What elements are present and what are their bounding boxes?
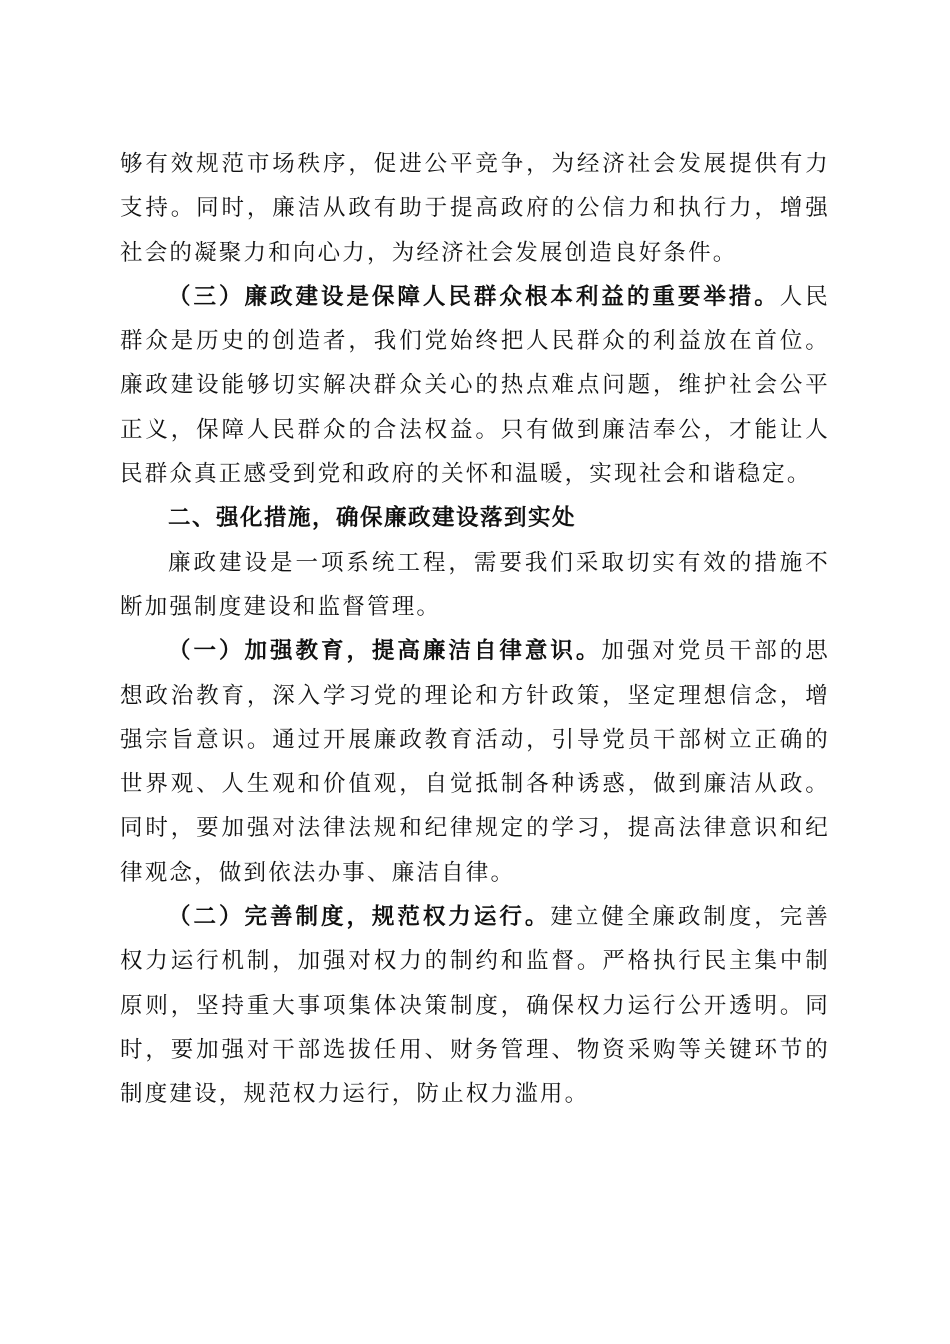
paragraph-section-intro: 廉政建设是一项系统工程，需要我们采取切实有效的措施不断加强制度建设和监督管理。 <box>120 549 830 620</box>
paragraph-body-three: 人民群众是历史的创造者，我们党始终把人民群众的利益放在首位。廉政建设能够切实解决群众关心的热点难点问题，维护社会公平正义，保障人民群众的合法权益。只有做到廉洁奉公，才能让人民群众真正感受到党和政府的关怀和温暖，实现社会和谐稳定。 <box>120 283 830 488</box>
paragraph-point-three <box>120 275 830 496</box>
paragraph-point-two <box>120 895 830 1116</box>
paragraph-body-one: 加强对党员干部的思想政治教育，深入学习党的理论和方针政策，坚定理想信念，增强宗旨意识。通过开展廉政教育活动，引导党员干部树立正确的世界观、人生观和价值观，自觉抵制各种诱惑，做到廉洁从政。同时，要加强对法律法规和纪律规定的学习，提高法律意识和纪律观念，做到依法办事、廉洁自律。 <box>120 638 830 886</box>
document-page <box>120 142 830 1117</box>
paragraph-point-one <box>120 629 830 895</box>
section-heading-two: 二、强化措施，确保廉政建设落到实处 <box>168 505 577 532</box>
paragraph-body-two: 建立健全廉政制度，完善权力运行机制，加强对权力的制约和监督。严格执行民主集中制原则，坚持重大事项集体决策制度，确保权力运行公开透明。同时，要加强对干部选拔任用、财务管理、物资采购等关键环节的制度建设，规范权力运行，防止权力滥用。 <box>120 904 830 1108</box>
paragraph-lead-two: （二）完善制度，规范权力运行。 <box>168 904 551 931</box>
paragraph-lead-one: （一）加强教育，提高廉洁自律意识。 <box>168 638 602 665</box>
paragraph-continuation: 够有效规范市场秩序，促进公平竞争，为经济社会发展提供有力支持。同时，廉洁从政有助于提高政府的公信力和执行力，增强社会的凝聚力和向心力，为经济社会发展创造良好条件。 <box>120 151 830 266</box>
paragraph-lead-three: （三）廉政建设是保障人民群众根本利益的重要举措。 <box>168 283 780 310</box>
